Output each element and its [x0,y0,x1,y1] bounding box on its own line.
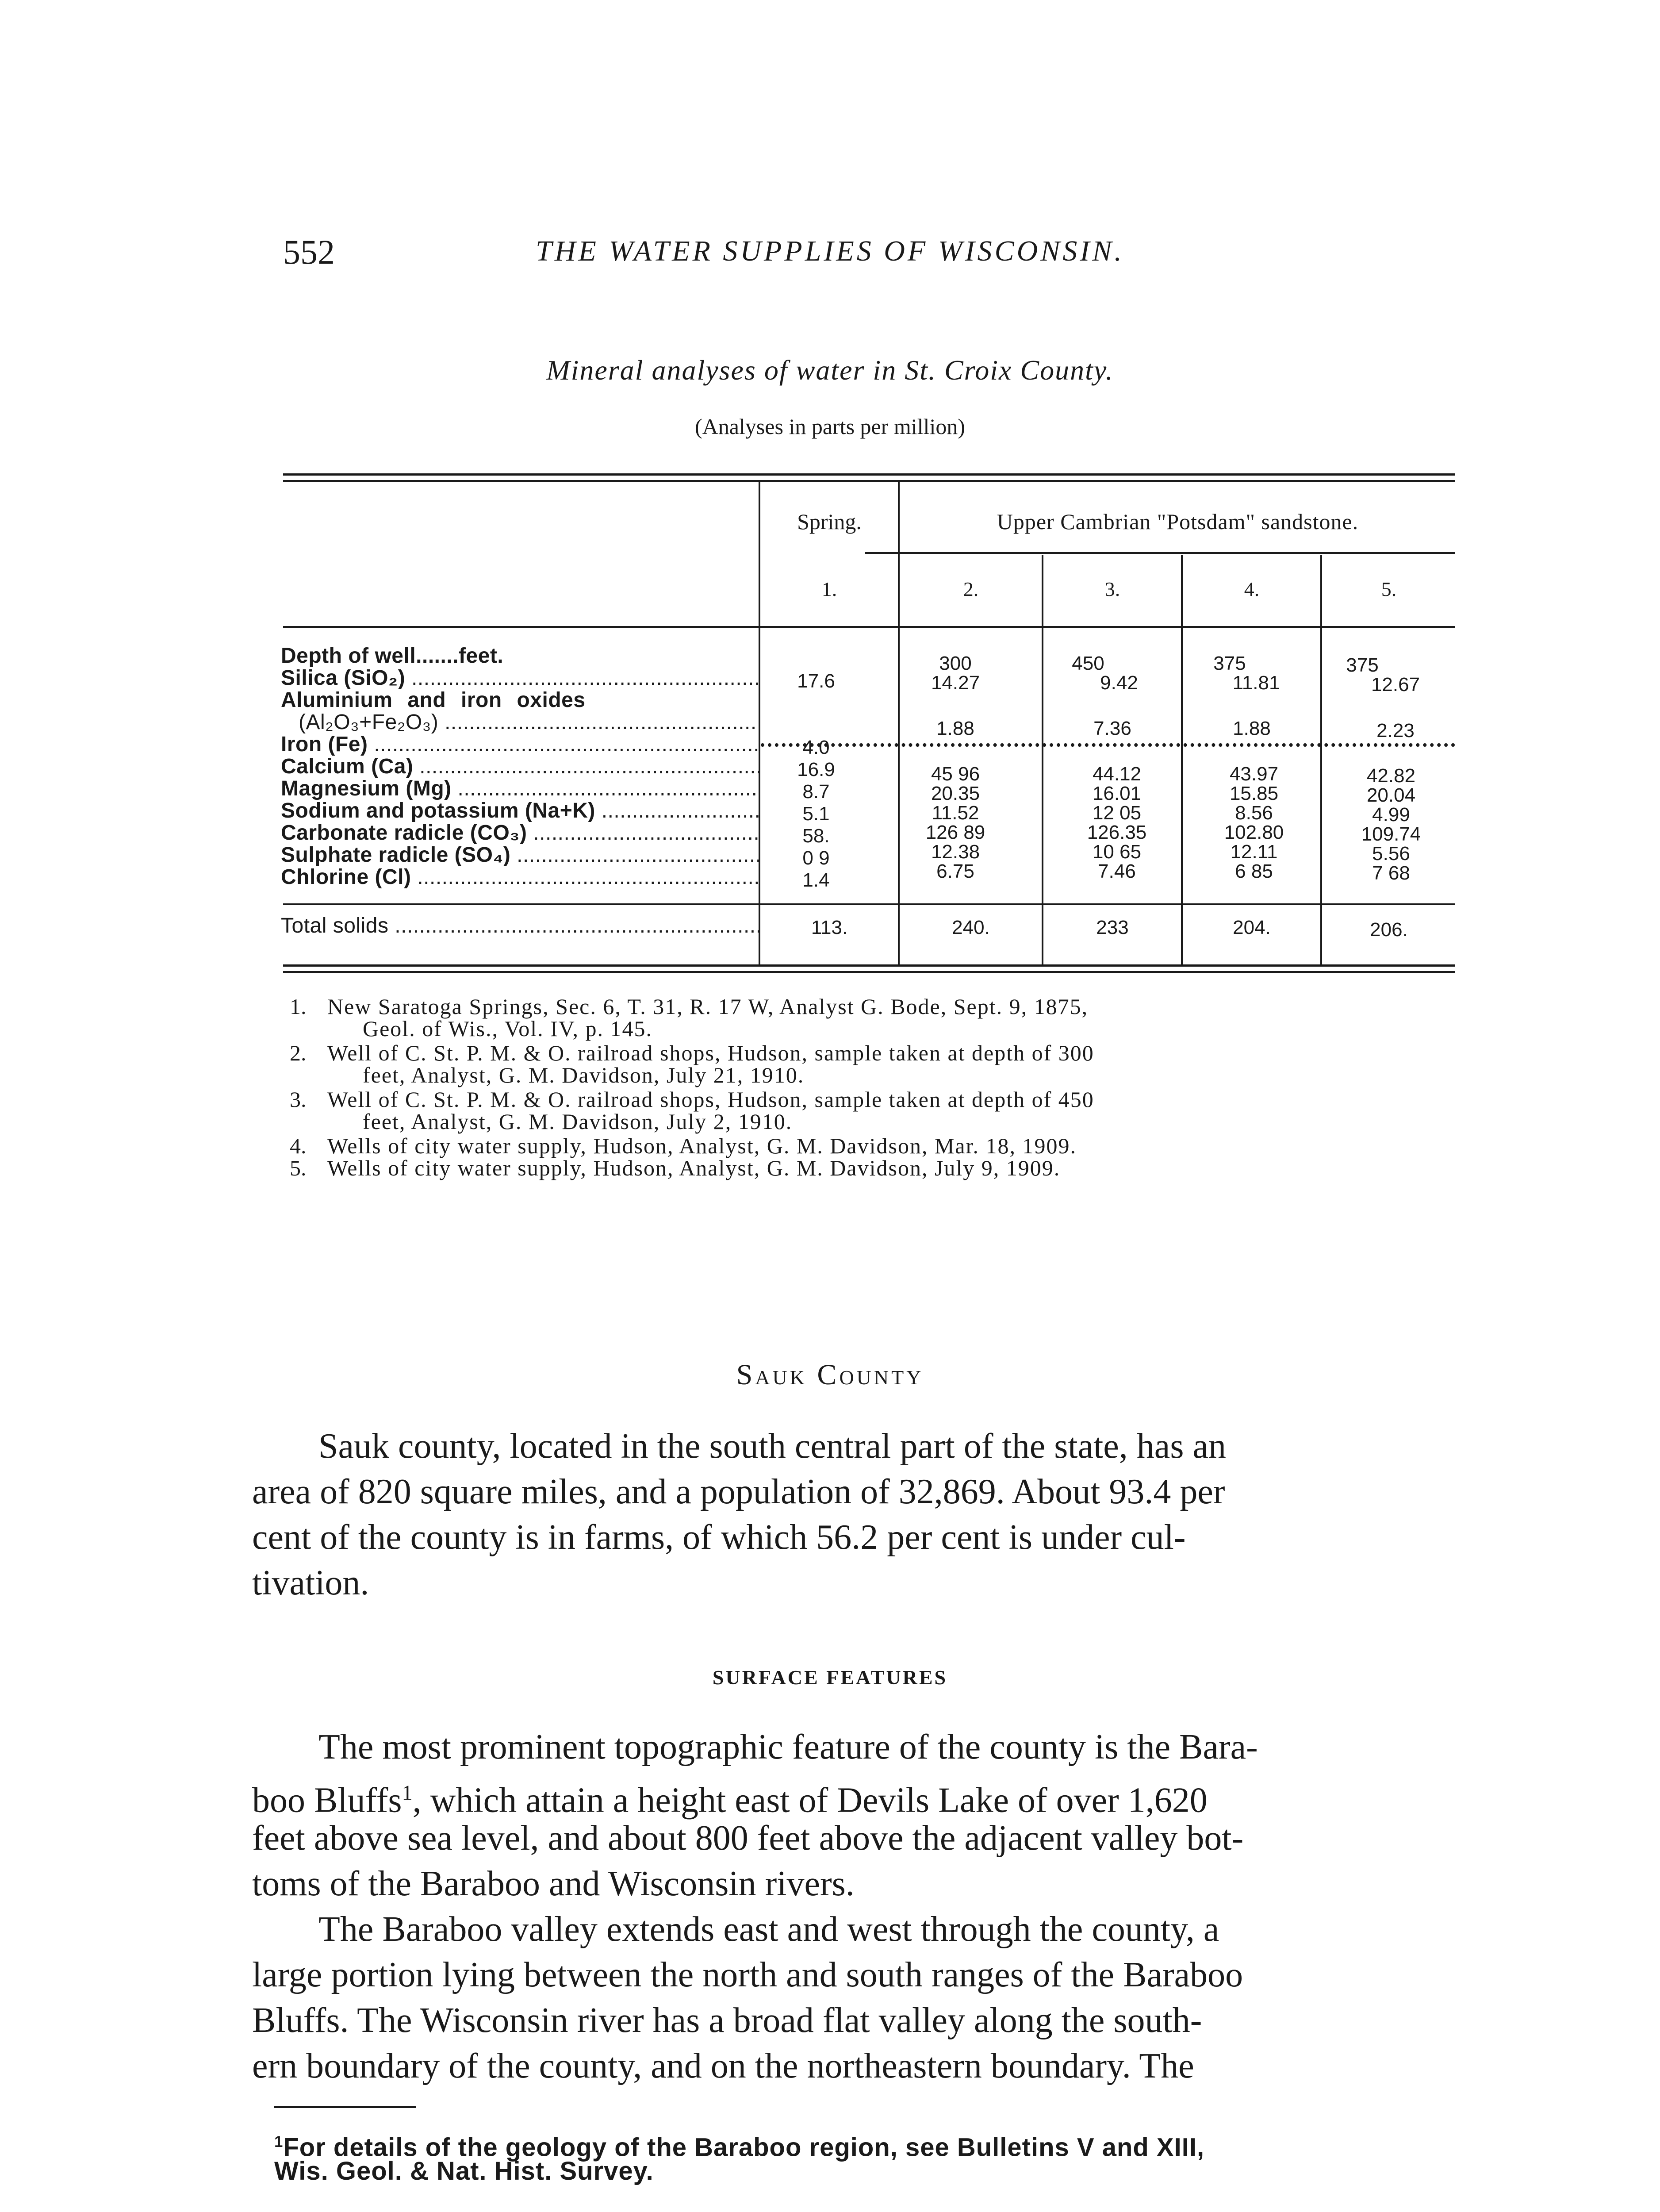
table-cell: 45 96 [931,763,980,785]
paragraph-line: large portion lying between the north and south ranges of the Baraboo [252,1955,1243,1994]
table-cell: 7.46 [1098,860,1136,882]
table-cell: 11.81 [1232,672,1280,694]
table-cell: 6 85 [1235,860,1273,882]
intro-paragraph [252,1424,1446,1606]
table-top-rule [283,473,1455,476]
table-cell: 12.11 [1230,841,1278,863]
paragraph-line [252,1770,1446,1820]
paragraph-line: The most prominent topographic feature of the county is the Bara- [318,1728,1258,1767]
row-label-chlorine: Chlorine (Cl) ..... [281,866,759,888]
note-text: feet, Analyst, G. M. Davidson, July 21, 1910. [363,1063,805,1087]
row-label-sodium: Sodium and potassium (Na+K) ..... [281,800,759,822]
table-top-rule [283,480,1455,482]
table-cell: 109.74 [1361,823,1421,845]
row-label-calcium: Calcium (Ca) ..... [281,756,759,778]
table-cell: 17.6 [797,670,835,692]
column-divider [1042,555,1043,964]
table-bottom-rule [283,971,1455,973]
table-cell: 4.99 [1372,804,1410,826]
table-cell: 102.80 [1224,822,1284,843]
note-text: Well of C. St. P. M. & O. railroad shops, Hudson, sample taken at depth of 300 [327,1041,1094,1065]
note-number: 1. [290,994,307,1019]
table-bottom-rule [283,964,1455,967]
group-rule [865,552,1455,554]
column-number: 4. [1244,578,1260,600]
footnote-marker: 1 [274,2133,284,2151]
table-cell: 15.85 [1229,783,1279,804]
paragraph-line: cent of the county is in farms, of which 56.2 per cent is under cul- [252,1518,1186,1557]
column-number: 1. [821,578,837,600]
footnote-text: For details of the geology of the Baraboo region, see Bulletins V and XIII, [283,2133,1205,2162]
column-number: 2. [963,578,979,600]
table-cell: 5.56 [1372,843,1410,864]
paragraph-line: feet above sea level, and about 800 feet above the adjacent valley bot- [252,1819,1244,1858]
column-divider [898,482,900,964]
table-cell: 6.75 [936,860,974,882]
paragraph-line: toms of the Baraboo and Wisconsin rivers. [252,1864,855,1903]
note-text: New Saratoga Springs, Sec. 6, T. 31, R. 17 W, Analyst G. Bode, Sept. 9, 1875, [327,994,1089,1019]
paragraph-line: tivation. [252,1563,369,1602]
table-cell: 7.36 [1093,718,1131,739]
table-cell: 42.82 [1366,765,1416,787]
row-label-sulphate: Sulphate radicle (SO₄) ..... [281,844,759,866]
footnote-ref: 1 [402,1781,413,1805]
surface-paragraph-1 [252,1724,1446,1907]
table-cell: 1.88 [1233,718,1271,739]
row-label-iron: Iron (Fe) ..... [281,733,759,756]
spring-header: Spring. [797,509,862,534]
table-cell: 12.67 [1371,674,1420,695]
subheading: SURFACE FEATURES [712,1666,948,1689]
row-label-magnesium: Magnesium (Mg) ..... [281,778,759,800]
bluffs-rest: , which attain a height east of Devils Lake of over 1,620 [412,1781,1208,1820]
note-text: Wells of city water supply, Hudson, Analyst, G. M. Davidson, Mar. 18, 1909. [327,1133,1077,1158]
row-label-carbonate: Carbonate radicle (CO₃) ..... [281,822,759,844]
footnote-continued: Wis. Geol. & Nat. Hist. Survey. [274,2157,654,2185]
table-cell: 14.27 [931,672,980,694]
paragraph-line: Sauk county, located in the south central part of the state, has an [318,1427,1226,1466]
potsdam-header: Upper Cambrian "Potsdam" sandstone. [997,509,1359,534]
table-cell: 126 89 [925,822,985,843]
section-title: Sauk County [736,1359,924,1391]
table-cell: 12.38 [931,841,980,863]
table-cell: 9.42 [1100,672,1138,694]
note-number: 3. [290,1087,307,1112]
table-cell: 44.12 [1092,763,1142,785]
table-cell: 2.23 [1376,720,1415,741]
table-cell: 204. [1233,917,1271,938]
column-divider [1181,555,1183,964]
note-text: Geol. of Wis., Vol. IV, p. 145. [363,1016,652,1041]
note-number: 4. [290,1133,307,1158]
paragraph-line: Bluffs. The Wisconsin river has a broad flat valley along the south- [252,2001,1202,2040]
column-number: 3. [1104,578,1120,600]
running-title: THE WATER SUPPLIES OF WISCONSIN. [536,235,1124,267]
column-divider [1320,555,1322,964]
table-cell: 8.56 [1235,802,1273,824]
table-cell: 12 05 [1092,802,1142,824]
row-label-aluminium-formula: (Al₂O₃+Fe₂O₃) ..... [281,711,759,733]
table-cell: 206. [1370,919,1408,941]
paragraph-line: The Baraboo valley extends east and west through the county, a [318,1910,1219,1949]
note-text: feet, Analyst, G. M. Davidson, July 2, 1910. [363,1109,793,1134]
table-cell: 11.52 [932,802,979,824]
bluffs-word: boo Bluffs [252,1781,402,1820]
table-cell: 375 [1346,654,1379,676]
table-cell: 20.04 [1366,784,1416,806]
row-label-total: Total solids ..... [281,915,759,937]
table-cell: 300 [939,653,972,674]
column-number: 5. [1381,578,1397,600]
table-cell: 450 [1072,653,1104,674]
note-number: 2. [290,1041,307,1065]
table-cell: 240. [952,917,990,938]
note-number: 5. [290,1156,307,1180]
footnote-rule [274,2106,416,2108]
paragraph-line: ern boundary of the county, and on the northeastern boundary. The [252,2047,1194,2085]
page-number: 552 [283,233,335,271]
table-cell: 20.35 [931,783,980,804]
table-caption: Mineral analyses of water in St. Croix County. [546,354,1114,386]
table-cell: 16.01 [1092,783,1142,804]
table-cell: 1.88 [936,718,974,739]
table-cell: 4.0 [802,737,830,758]
total-rule [283,903,1455,905]
table-subcaption: (Analyses in parts per million) [695,414,965,439]
table-cell: 58. [802,825,830,847]
column-divider [759,482,760,964]
table-cell: 375 [1213,653,1246,674]
row-label-depth: Depth of well.......feet. [281,645,504,667]
row-label-silica: Silica (SiO₂) ..... [281,667,759,689]
table-cell: 1.4 [802,869,830,891]
table-cell: 113. [811,917,848,938]
table-cell: 16.9 [797,759,835,780]
note-text: Well of C. St. P. M. & O. railroad shops, Hudson, sample taken at depth of 450 [327,1087,1094,1112]
table-cell: 233 [1096,917,1129,938]
table-cell: 43.97 [1229,763,1279,785]
table-cell: 7 68 [1372,862,1410,884]
header-rule [283,626,1455,628]
table-cell: 5.1 [802,803,830,825]
table-cell: 126.35 [1087,822,1147,843]
table-cell: 8.7 [802,781,830,803]
table-cell: 0 9 [802,847,830,869]
surface-paragraph-2 [252,1907,1446,2089]
row-label-aluminium: Aluminium and iron oxides [281,689,586,711]
note-text: Wells of city water supply, Hudson, Analyst, G. M. Davidson, July 9, 1909. [327,1156,1061,1180]
table-cell: 10 65 [1092,841,1142,863]
paragraph-line: area of 820 square miles, and a population of 32,869. About 93.4 per [252,1472,1225,1511]
